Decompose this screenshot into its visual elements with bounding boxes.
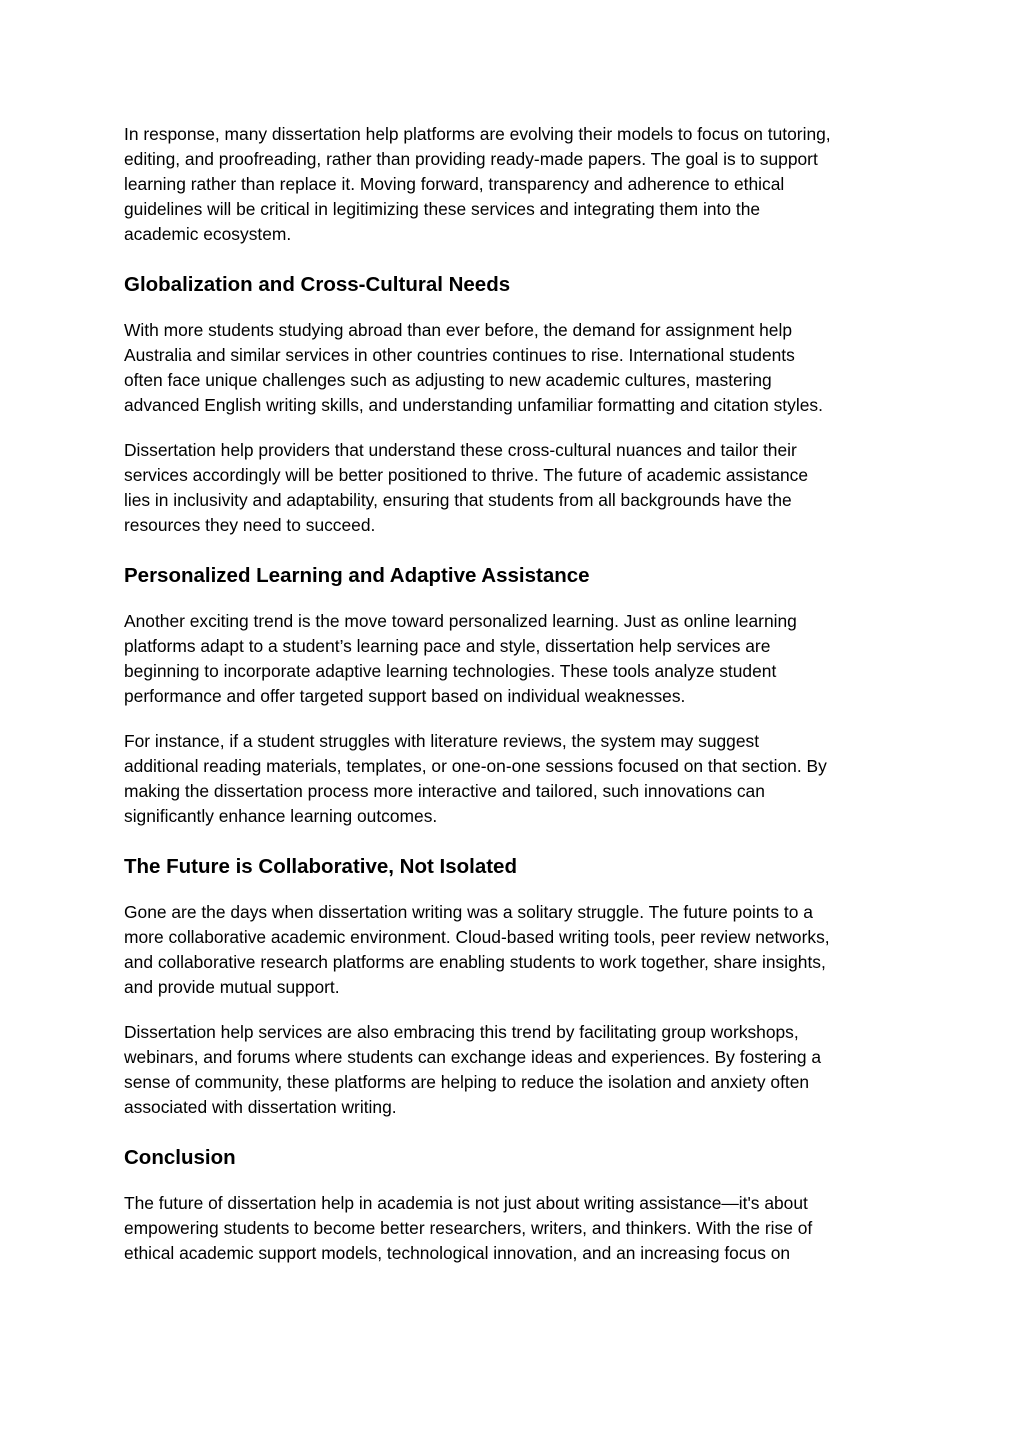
text-line: guidelines will be critical in legitimizing these services and integrating them into the (124, 199, 761, 219)
text-line: lies in inclusivity and adaptability, ensuring that students from all backgrounds have the (124, 490, 792, 510)
text-line: and provide mutual support. (124, 977, 340, 997)
text-line: making the dissertation process more interactive and tailored, such innovations can (124, 781, 765, 801)
paragraph (124, 729, 904, 829)
intro-paragraph (124, 122, 904, 247)
section-heading-collaborative: The Future is Collaborative, Not Isolated (124, 855, 517, 878)
paragraph (124, 900, 904, 1000)
text-line: services accordingly will be better positioned to thrive. The future of academic assistance (124, 465, 809, 485)
text-line: associated with dissertation writing. (124, 1097, 397, 1117)
text-line: In response, many dissertation help platforms are evolving their models to focus on tutoring, (124, 124, 831, 144)
text-line: Dissertation help providers that understand these cross-cultural nuances and tailor their (124, 440, 797, 460)
text-line: webinars, and forums where students can exchange ideas and experiences. By fostering a (124, 1047, 822, 1067)
text-line: significantly enhance learning outcomes. (124, 806, 438, 826)
text-line: more collaborative academic environment. Cloud-based writing tools, peer review networks, (124, 927, 830, 947)
text-line: platforms adapt to a student’s learning pace and style, dissertation help services are (124, 636, 771, 656)
text-line: Another exciting trend is the move toward personalized learning. Just as online learning (124, 611, 797, 631)
text-line: often face unique challenges such as adjusting to new academic cultures, mastering (124, 370, 772, 390)
paragraph (124, 609, 904, 709)
text-line: performance and offer targeted support based on individual weaknesses. (124, 686, 686, 706)
text-line: With more students studying abroad than ever before, the demand for assignment help (124, 320, 792, 340)
text-line: Australia and similar services in other countries continues to rise. International students (124, 345, 795, 365)
text-line: sense of community, these platforms are helping to reduce the isolation and anxiety often (124, 1072, 810, 1092)
text-line: beginning to incorporate adaptive learning technologies. These tools analyze student (124, 661, 777, 681)
paragraph (124, 318, 904, 418)
text-line: The future of dissertation help in academia is not just about writing assistance—it's about (124, 1193, 808, 1213)
section-heading-personalized-learning: Personalized Learning and Adaptive Assistance (124, 564, 590, 587)
text-line: Gone are the days when dissertation writing was a solitary struggle. The future points to a (124, 902, 813, 922)
section-heading-globalization: Globalization and Cross-Cultural Needs (124, 273, 511, 296)
text-line: resources they need to succeed. (124, 515, 376, 535)
paragraph (124, 438, 904, 538)
text-line: Dissertation help services are also embracing this trend by facilitating group workshops, (124, 1022, 799, 1042)
paragraph (124, 1191, 904, 1266)
section-heading-conclusion: Conclusion (124, 1146, 236, 1169)
text-line: and collaborative research platforms are enabling students to work together, share insights, (124, 952, 826, 972)
text-line: additional reading materials, templates, or one-on-one sessions focused on that section. By (124, 756, 827, 776)
text-line: learning rather than replace it. Moving forward, transparency and adherence to ethical (124, 174, 785, 194)
text-line: empowering students to become better researchers, writers, and thinkers. With the rise of (124, 1218, 813, 1238)
text-line: editing, and proofreading, rather than providing ready-made papers. The goal is to support (124, 149, 818, 169)
text-line: academic ecosystem. (124, 224, 292, 244)
text-line: ethical academic support models, technological innovation, and an increasing focus on (124, 1243, 791, 1263)
paragraph (124, 1020, 904, 1120)
text-line: For instance, if a student struggles with literature reviews, the system may suggest (124, 731, 760, 751)
document-page (124, 122, 904, 1286)
text-line: advanced English writing skills, and understanding unfamiliar formatting and citation styles. (124, 395, 823, 415)
